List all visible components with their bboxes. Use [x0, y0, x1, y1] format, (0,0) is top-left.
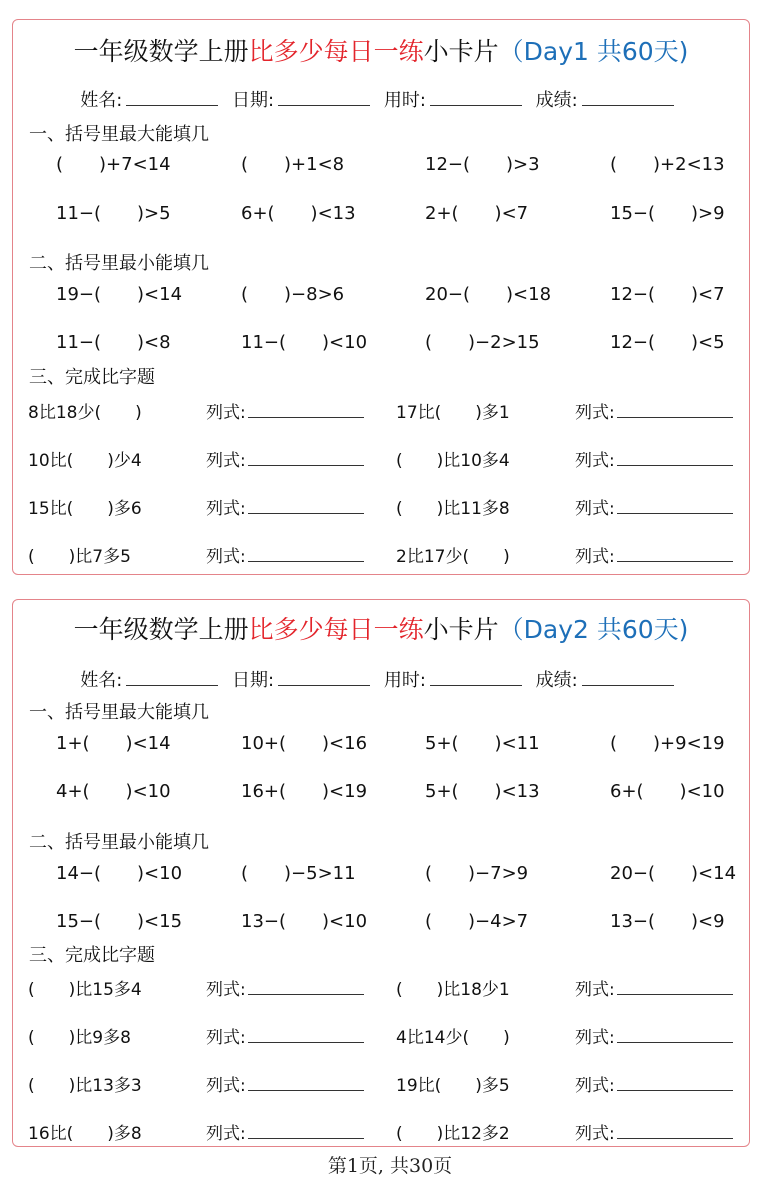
title-prefix: 一年级数学上册: [73, 37, 249, 66]
formula-blank[interactable]: [248, 402, 364, 418]
word-problem: 15比( )多6: [28, 499, 142, 519]
word-problem: ( )比15多4: [28, 980, 142, 1000]
word-problem: ( )比10多4: [396, 451, 510, 471]
problem: ( )−4>7: [425, 911, 529, 932]
title-highlight: 比多少每日一练: [248, 615, 424, 644]
problem: 11−( )<10: [241, 332, 368, 353]
problem: 20−( )<18: [425, 284, 552, 305]
formula-field[interactable]: [206, 1119, 364, 1144]
word-problem: ( )比7多5: [28, 547, 131, 567]
problem: 2+( )<7: [425, 203, 529, 224]
student-info: [13, 666, 749, 692]
problem: 15−( )>9: [610, 203, 725, 224]
formula-blank[interactable]: [617, 402, 733, 418]
time-label: 用时:: [383, 670, 426, 691]
section-title: 三、完成比字题: [29, 367, 155, 388]
score-label: 成绩:: [535, 670, 578, 691]
score-blank[interactable]: [582, 669, 674, 686]
word-problem: 4比14少( ): [396, 1028, 510, 1048]
formula-label: 列式:: [575, 547, 615, 567]
formula-field[interactable]: [206, 1071, 364, 1096]
problem: ( )+1<8: [241, 154, 345, 175]
practice-card-day1: [12, 19, 750, 575]
problem: 15−( )<15: [56, 911, 183, 932]
problem: 4+( )<10: [56, 781, 171, 802]
problem: 5+( )<13: [425, 781, 540, 802]
formula-label: 列式:: [575, 451, 615, 471]
formula-field[interactable]: [575, 398, 733, 423]
word-problem: 19比( )多5: [396, 1076, 510, 1096]
score-label: 成绩:: [535, 90, 578, 111]
section-title: 一、括号里最大能填几: [29, 124, 209, 145]
word-problem: ( )比13多3: [28, 1076, 142, 1096]
formula-blank[interactable]: [248, 498, 364, 514]
problem: ( )−7>9: [425, 863, 529, 884]
section-title: 二、括号里最小能填几: [29, 253, 209, 274]
formula-blank[interactable]: [248, 1123, 364, 1139]
word-problem: ( )比11多8: [396, 499, 510, 519]
name-blank[interactable]: [126, 89, 218, 106]
formula-blank[interactable]: [248, 1075, 364, 1091]
problem: 14−( )<10: [56, 863, 183, 884]
formula-label: 列式:: [575, 980, 615, 1000]
word-problem: ( )比9多8: [28, 1028, 131, 1048]
name-blank[interactable]: [126, 669, 218, 686]
card-title: [13, 32, 749, 68]
student-info: [13, 86, 749, 112]
formula-label: 列式:: [206, 499, 246, 519]
problem: ( )+2<13: [610, 154, 725, 175]
section-title: 一、括号里最大能填几: [29, 702, 209, 723]
word-problem: ( )比18少1: [396, 980, 510, 1000]
problem: 10+( )<16: [241, 733, 368, 754]
formula-field[interactable]: [575, 975, 733, 1000]
name-label: 姓名:: [80, 670, 123, 691]
card-title: [13, 610, 749, 646]
page-footer: 第1页, 共30页: [327, 1155, 453, 1177]
word-problem: 16比( )多8: [28, 1124, 142, 1144]
problem: 11−( )>5: [56, 203, 171, 224]
problem: 19−( )<14: [56, 284, 183, 305]
problem: 12−( )<5: [610, 332, 725, 353]
formula-field[interactable]: [206, 494, 364, 519]
formula-field[interactable]: [575, 446, 733, 471]
title-day: （Day1 共60天): [498, 37, 689, 66]
formula-blank[interactable]: [617, 546, 733, 562]
formula-field[interactable]: [206, 398, 364, 423]
formula-label: 列式:: [575, 1124, 615, 1144]
formula-field[interactable]: [575, 1071, 733, 1096]
formula-label: 列式:: [206, 1076, 246, 1096]
problem: ( )+9<19: [610, 733, 725, 754]
formula-blank[interactable]: [248, 450, 364, 466]
problem: 6+( )<13: [241, 203, 356, 224]
title-suffix: 小卡片: [423, 37, 499, 66]
formula-blank[interactable]: [617, 498, 733, 514]
formula-label: 列式:: [206, 1124, 246, 1144]
time-blank[interactable]: [430, 669, 522, 686]
formula-field[interactable]: [206, 446, 364, 471]
date-blank[interactable]: [278, 669, 370, 686]
time-label: 用时:: [383, 90, 426, 111]
formula-label: 列式:: [206, 451, 246, 471]
formula-field[interactable]: [575, 1119, 733, 1144]
formula-field[interactable]: [575, 542, 733, 567]
name-label: 姓名:: [80, 90, 123, 111]
date-label: 日期:: [232, 90, 275, 111]
problem: ( )−8>6: [241, 284, 345, 305]
formula-label: 列式:: [206, 547, 246, 567]
score-blank[interactable]: [582, 89, 674, 106]
date-label: 日期:: [232, 670, 275, 691]
formula-blank[interactable]: [248, 979, 364, 995]
problem: 5+( )<11: [425, 733, 540, 754]
formula-blank[interactable]: [617, 1027, 733, 1043]
title-prefix: 一年级数学上册: [73, 615, 249, 644]
time-blank[interactable]: [430, 89, 522, 106]
formula-blank[interactable]: [248, 1027, 364, 1043]
formula-blank[interactable]: [617, 1123, 733, 1139]
problem: 12−( )>3: [425, 154, 540, 175]
formula-field[interactable]: [575, 1023, 733, 1048]
problem: 13−( )<10: [241, 911, 368, 932]
formula-blank[interactable]: [248, 546, 364, 562]
formula-field[interactable]: [206, 975, 364, 1000]
formula-label: 列式:: [206, 1028, 246, 1048]
word-problem: ( )比12多2: [396, 1124, 510, 1144]
problem: ( )−5>11: [241, 863, 356, 884]
problem: ( )−2>15: [425, 332, 540, 353]
formula-label: 列式:: [575, 403, 615, 423]
problem: 12−( )<7: [610, 284, 725, 305]
formula-label: 列式:: [575, 1028, 615, 1048]
formula-label: 列式:: [575, 1076, 615, 1096]
title-day: （Day2 共60天): [498, 615, 689, 644]
section-title: 三、完成比字题: [29, 945, 155, 966]
formula-field[interactable]: [206, 542, 364, 567]
date-blank[interactable]: [278, 89, 370, 106]
formula-field[interactable]: [206, 1023, 364, 1048]
formula-label: 列式:: [206, 980, 246, 1000]
formula-field[interactable]: [575, 494, 733, 519]
title-suffix: 小卡片: [423, 615, 499, 644]
problem: 1+( )<14: [56, 733, 171, 754]
problem: 6+( )<10: [610, 781, 725, 802]
problem: ( )+7<14: [56, 154, 171, 175]
formula-blank[interactable]: [617, 450, 733, 466]
section-title: 二、括号里最小能填几: [29, 832, 209, 853]
formula-label: 列式:: [206, 403, 246, 423]
formula-blank[interactable]: [617, 1075, 733, 1091]
word-problem: 10比( )少4: [28, 451, 142, 471]
word-problem: 2比17少( ): [396, 547, 510, 567]
problem: 11−( )<8: [56, 332, 171, 353]
word-problem: 8比18少( ): [28, 403, 142, 423]
title-highlight: 比多少每日一练: [248, 37, 424, 66]
problem: 16+( )<19: [241, 781, 368, 802]
formula-blank[interactable]: [617, 979, 733, 995]
problem: 13−( )<9: [610, 911, 725, 932]
formula-label: 列式:: [575, 499, 615, 519]
practice-card-day2: [12, 599, 750, 1147]
problem: 20−( )<14: [610, 863, 737, 884]
word-problem: 17比( )多1: [396, 403, 510, 423]
